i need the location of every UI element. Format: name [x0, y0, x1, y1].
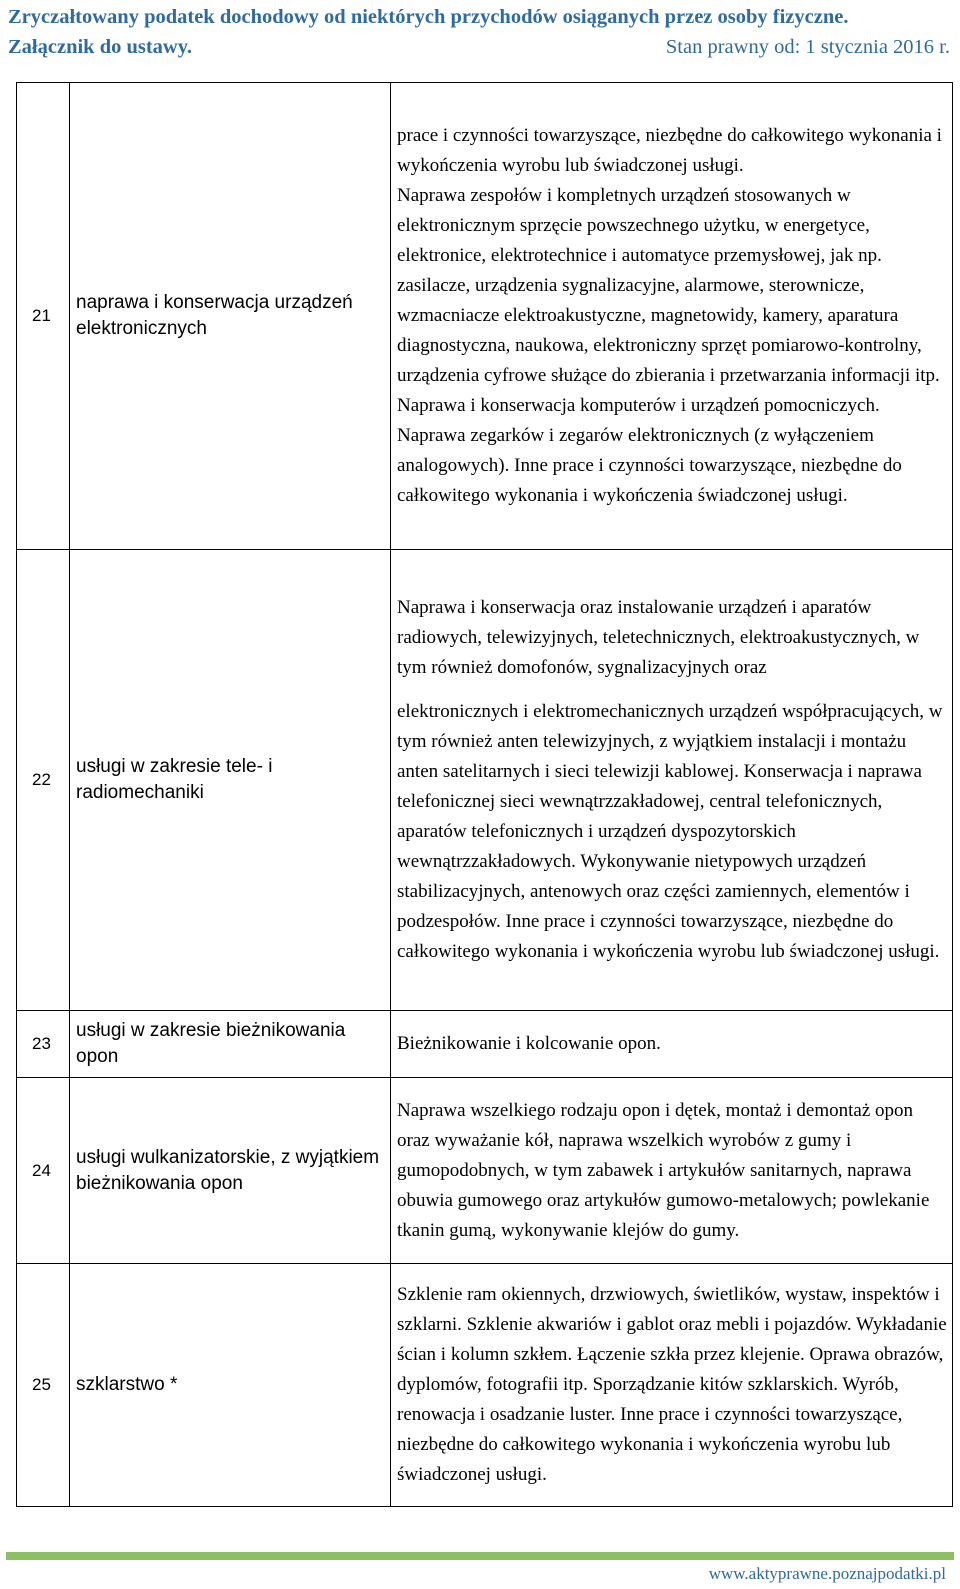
table-row [17, 83, 953, 550]
service-description [391, 550, 953, 1011]
description-paragraph: Szklenie ram okiennych, drzwiowych, świetlików, wystaw, inspektów i szklarni. Szklenie akwariów i gablot oraz mebli i pojazdów. Wykładanie ścian i kolumn szkłem. Łączenie szkła przez klejenie. Oprawa obrazów, dyplomów, fotografii itp. Sporządzanie kitów szklarskich. Wyrób, renowacja i osadzanie luster. Inne prace i czynności towarzyszące, niezbędne do całkowitego wykonania i wykończenia wyrobu lub świadczonej usługi. [397, 1284, 947, 1485]
description-paragraph: elektronicznych i elektromechanicznych urządzeń współpracujących, w tym również anten telewizyjnych, z wyjątkiem instalacji i montażu anten satelitarnych i sieci telewizji kablowej. Konserwacja i naprawa telefonicznej sieci wewnątrzzakładowej, central telefonicznych, aparatów telefonicznych i urządzeń dyspozytorskich wewnątrzzakładowych. Wykonywanie nietypowych urządzeń stabilizacyjnych, antenowych oraz części zamiennych, elementów i podzespołów. Inne prace i czynności towarzyszące, niezbędne do całkowitego wykonania i wykończenia wyrobu lub świadczonej usługi. [397, 701, 943, 962]
footer-divider [6, 1552, 954, 1560]
description-paragraph: Bieżnikowanie i kolcowanie opon. [397, 1033, 661, 1054]
table-row [17, 1264, 953, 1507]
service-description [391, 83, 953, 550]
table-row [17, 1011, 953, 1078]
row-number: 25 [17, 1264, 70, 1507]
table-row [17, 550, 953, 1011]
services-table [16, 82, 953, 1507]
row-number: 23 [17, 1011, 70, 1078]
service-description [391, 1264, 953, 1507]
service-description [391, 1011, 953, 1078]
row-number: 22 [17, 550, 70, 1011]
service-name: szklarstwo * [70, 1264, 391, 1507]
description-paragraph: Naprawa wszelkiego rodzaju opon i dętek, montaż i demontaż opon oraz wyważanie kół, naprawa wszelkich wyrobów z gumy i gumopodobnych, w tym zabawek i artykułów sanitarnych, naprawa obuwia gumowego oraz artykułów gumowo-metalowych; powlekanie tkanin gumą, wykonywanie klejów do gumy. [397, 1099, 930, 1241]
description-paragraph: Naprawa i konserwacja oraz instalowanie urządzeń i aparatów radiowych, telewizyjnych, teletechnicznych, elektroakustycznych, w tym również domofonów, sygnalizacyjnych oraz [397, 597, 920, 678]
service-name: usługi wulkanizatorskie, z wyjątkiem bieżnikowania opon [70, 1078, 391, 1264]
document-subtitle-line [8, 35, 952, 59]
row-number: 24 [17, 1078, 70, 1264]
document-title: Zryczałtowany podatek dochodowy od niektórych przychodów osiąganych przez osoby fizyczne. [8, 6, 849, 28]
legal-status: Stan prawny od: 1 stycznia 2016 r. [665, 36, 950, 58]
table-row [17, 1078, 953, 1264]
document-subtitle: Załącznik do ustawy. [8, 36, 192, 58]
service-description [391, 1078, 953, 1264]
footer-url: www.aktyprawne.poznajpodatki.pl [708, 1564, 946, 1583]
service-name: usługi w zakresie bieżnikowania opon [70, 1011, 391, 1078]
row-number: 21 [17, 83, 70, 550]
service-name: naprawa i konserwacja urządzeń elektronicznych [70, 83, 391, 550]
description-paragraph: Naprawa zespołów i kompletnych urządzeń stosowanych w elektronicznym sprzęcie powszechnego użytku, w energetyce, elektronice, elektrotechnice i automatyce przemysłowej, jak np. zasilacze, urządzenia sygnalizacyjne, alarmowe, sterownicze, wzmacniacze elektroakustyczne, magnetowidy, kamery, aparatura diagnostyczna, naukowa, elektroniczny sprzęt pomiarowo-kontrolny, urządzenia cyfrowe służące do zbierania i przetwarzania informacji itp. Naprawa i konserwacja komputerów i urządzeń pomocniczych. Naprawa zegarków i zegarów elektronicznych (z wyłączeniem analogowych). Inne prace i czynności towarzyszące, niezbędne do całkowitego wykonania i wykończenia świadczonej usługi. [397, 185, 940, 506]
service-name: usługi w zakresie tele- i radiomechaniki [70, 550, 391, 1011]
description-paragraph: prace i czynności towarzyszące, niezbędne do całkowitego wykonania i wykończenia wyrobu lub świadczonej usługi. [397, 125, 942, 176]
